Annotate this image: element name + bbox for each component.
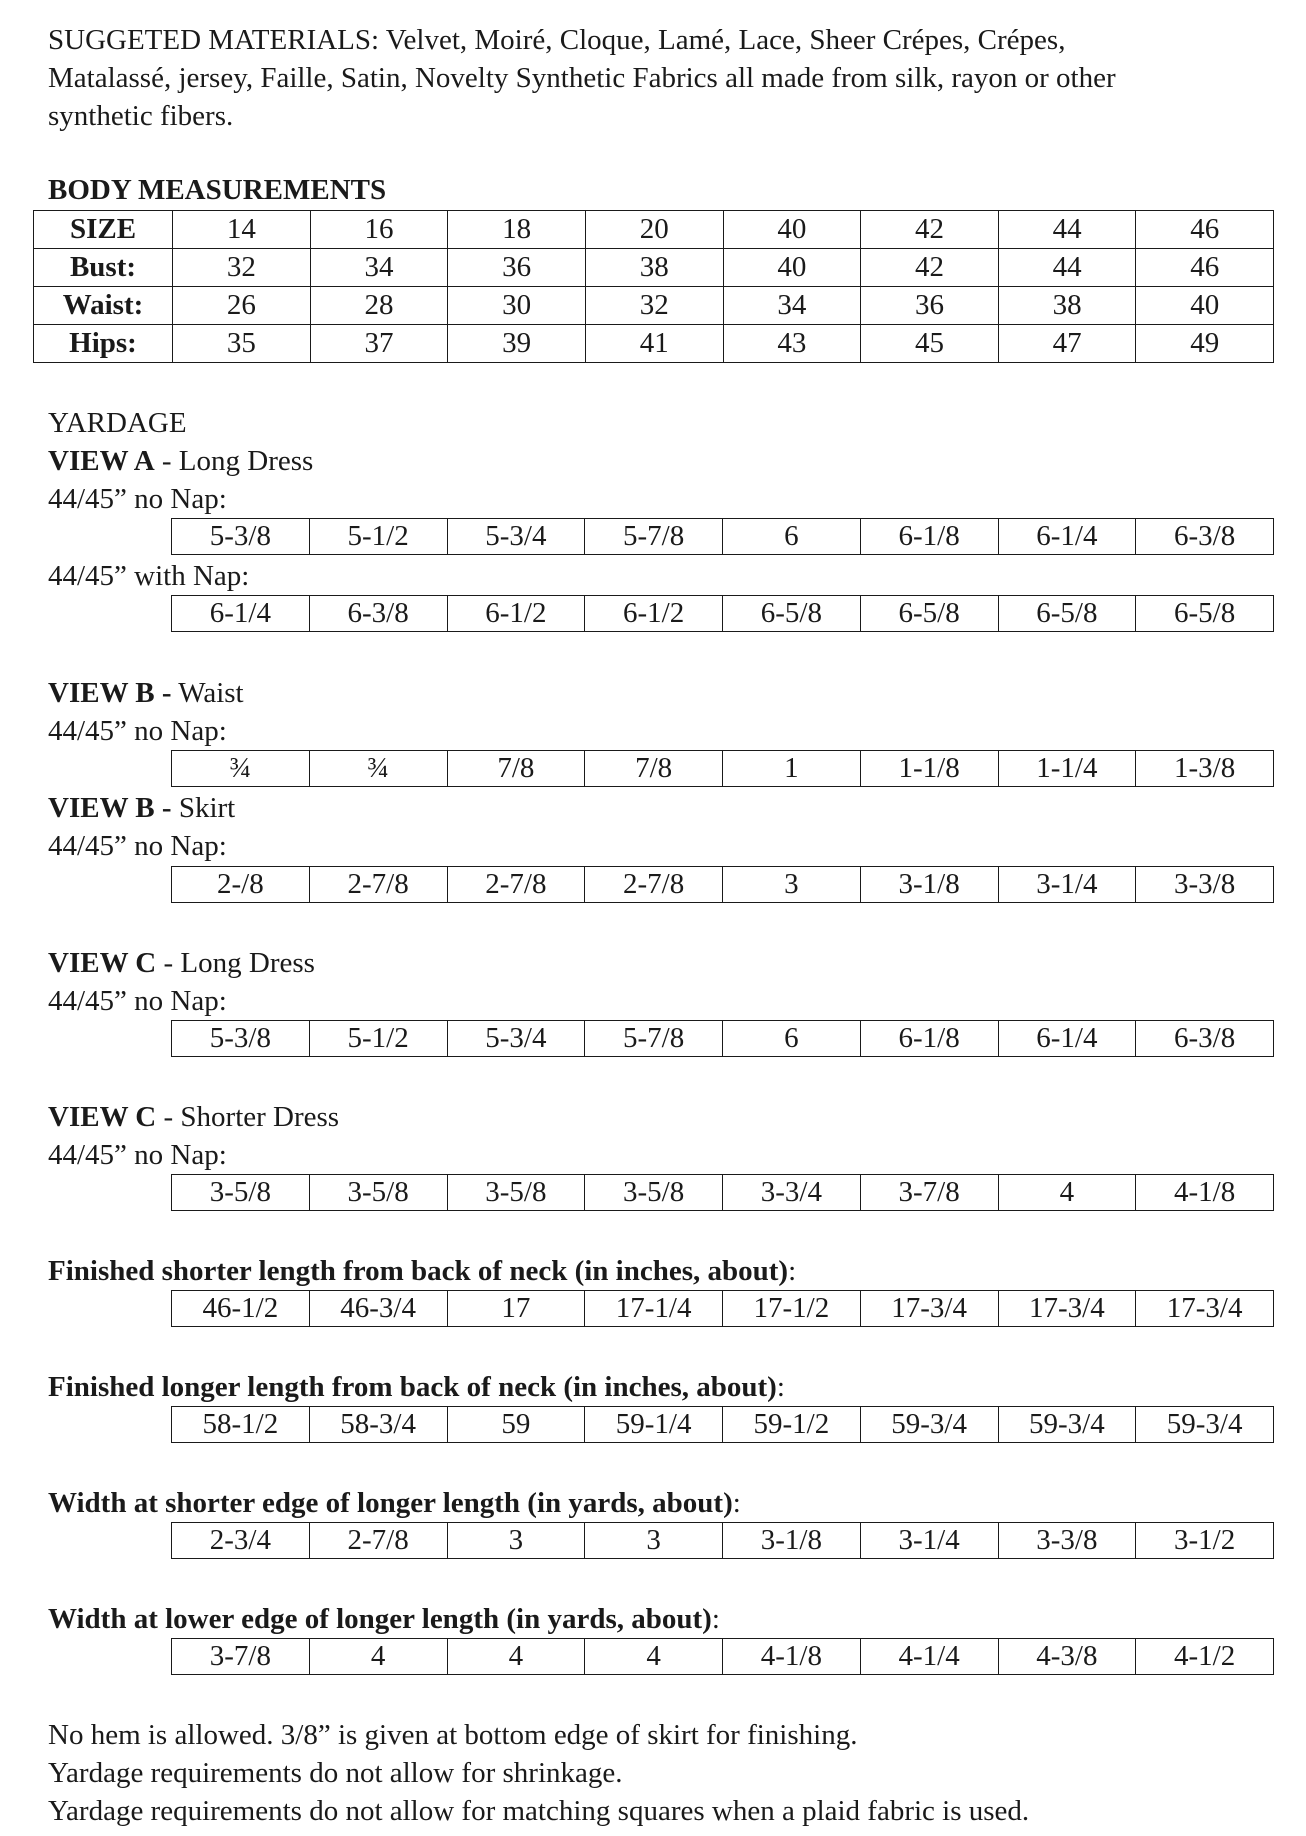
table-cell: 4 — [309, 1639, 447, 1675]
table-cell: 46-1/2 — [172, 1291, 310, 1327]
table-cell: 2-/8 — [172, 867, 310, 903]
table-cell: 5-1/2 — [309, 519, 447, 555]
view-description: - Long Dress — [156, 947, 315, 979]
finished-longer-table — [171, 1406, 1274, 1443]
table-cell: 3-3/8 — [998, 1523, 1136, 1559]
table-cell: 3-7/8 — [860, 1175, 998, 1211]
view-description: Skirt — [171, 792, 236, 824]
table-row — [172, 1407, 1274, 1443]
table-cell: 4 — [998, 1175, 1136, 1211]
table-cell: 5-3/8 — [172, 519, 310, 555]
table-cell: 46-3/4 — [309, 1291, 447, 1327]
view-c-shorter-heading — [48, 1099, 339, 1136]
table-cell: 32 — [173, 249, 311, 287]
table-cell: 3-5/8 — [172, 1175, 310, 1211]
label-colon: : — [732, 1487, 741, 1519]
yardage-heading: YARDAGE — [48, 407, 187, 439]
width-lower-edge-table — [171, 1638, 1274, 1675]
table-cell: 6-1/4 — [998, 1021, 1136, 1057]
table-cell: 49 — [1136, 325, 1274, 363]
table-cell: 32 — [585, 287, 723, 325]
view-a-no-nap-label: 44/45” no Nap: — [48, 483, 227, 515]
body-measurements-heading: BODY MEASUREMENTS — [48, 174, 387, 206]
table-cell: 40 — [723, 211, 861, 249]
finished-shorter-label — [48, 1253, 796, 1290]
table-cell: 4-1/4 — [860, 1639, 998, 1675]
view-b-skirt-heading — [48, 790, 235, 827]
table-cell: 16 — [310, 211, 448, 249]
view-c-long-table — [171, 1020, 1274, 1057]
table-cell: 17-3/4 — [998, 1291, 1136, 1327]
table-cell: 3-1/4 — [860, 1523, 998, 1559]
table-cell: 3-5/8 — [585, 1175, 723, 1211]
table-cell: ¾ — [172, 751, 310, 787]
table-cell: 59-3/4 — [1136, 1407, 1274, 1443]
table-cell: 38 — [998, 287, 1136, 325]
table-cell: 35 — [173, 325, 311, 363]
table-cell: 3-3/4 — [723, 1175, 861, 1211]
table-cell: 6 — [723, 1021, 861, 1057]
table-cell: 28 — [310, 287, 448, 325]
view-description: - Shorter Dress — [156, 1101, 340, 1133]
table-row — [172, 1291, 1274, 1327]
table-cell: 1 — [723, 751, 861, 787]
table-cell: 5-7/8 — [585, 519, 723, 555]
table-cell: 3-1/8 — [860, 867, 998, 903]
table-cell: 2-7/8 — [585, 867, 723, 903]
table-cell: 4-1/2 — [1136, 1639, 1274, 1675]
view-name: VIEW B - — [48, 677, 172, 709]
width-lower-edge-label — [48, 1601, 720, 1638]
table-row — [34, 211, 1274, 249]
table-cell: 3-1/8 — [723, 1523, 861, 1559]
table-cell: 40 — [1136, 287, 1274, 325]
table-cell: 6 — [723, 519, 861, 555]
table-cell: 6-1/2 — [447, 596, 585, 632]
table-cell: 46 — [1136, 249, 1274, 287]
table-cell: 5-3/4 — [447, 1021, 585, 1057]
table-cell: 39 — [448, 325, 586, 363]
table-cell: 30 — [448, 287, 586, 325]
table-cell: 2-3/4 — [172, 1523, 310, 1559]
table-cell: 6-1/4 — [172, 596, 310, 632]
view-c-long-no-nap-label: 44/45” no Nap: — [48, 985, 227, 1017]
table-cell: 6-1/8 — [860, 519, 998, 555]
table-row — [172, 519, 1274, 555]
note-line-1: No hem is allowed. 3/8” is given at bottom edge of skirt for finishing. — [48, 1719, 858, 1751]
table-row — [172, 867, 1274, 903]
table-cell: 44 — [998, 211, 1136, 249]
table-cell: 6-1/4 — [998, 519, 1136, 555]
view-description: - Long Dress — [154, 445, 314, 477]
table-cell: 5-3/8 — [172, 1021, 310, 1057]
table-cell: 34 — [723, 287, 861, 325]
table-cell: 34 — [310, 249, 448, 287]
view-b-waist-no-nap-label: 44/45” no Nap: — [48, 715, 227, 747]
table-cell: 36 — [448, 249, 586, 287]
table-row — [172, 1175, 1274, 1211]
table-cell: 1-1/8 — [860, 751, 998, 787]
width-shorter-edge-table — [171, 1522, 1274, 1559]
table-cell: 2-7/8 — [309, 867, 447, 903]
table-cell: 43 — [723, 325, 861, 363]
table-cell: 45 — [861, 325, 999, 363]
label-colon: : — [788, 1255, 797, 1287]
row-label: SIZE — [34, 211, 173, 249]
table-cell: 6-5/8 — [998, 596, 1136, 632]
finished-longer-label — [48, 1369, 785, 1406]
table-cell: 17-3/4 — [860, 1291, 998, 1327]
table-cell: 3-5/8 — [447, 1175, 585, 1211]
table-cell: 3-1/4 — [998, 867, 1136, 903]
table-cell: ¾ — [309, 751, 447, 787]
note-line-3: Yardage requirements do not allow for matching squares when a plaid fabric is used. — [48, 1795, 1030, 1827]
table-cell: 6-1/2 — [585, 596, 723, 632]
table-cell: 40 — [723, 249, 861, 287]
table-cell: 41 — [585, 325, 723, 363]
view-b-waist-heading — [48, 675, 244, 712]
table-cell: 59 — [447, 1407, 585, 1443]
label-text: Finished longer length from back of neck (in inches, about) — [48, 1371, 777, 1403]
table-row — [34, 249, 1274, 287]
label-colon: : — [711, 1603, 720, 1635]
table-cell: 1-3/8 — [1136, 751, 1274, 787]
table-cell: 3 — [723, 867, 861, 903]
table-row — [172, 1021, 1274, 1057]
table-cell: 5-7/8 — [585, 1021, 723, 1057]
table-cell: 5-3/4 — [447, 519, 585, 555]
view-name: VIEW C — [48, 1101, 157, 1133]
table-cell: 3 — [447, 1523, 585, 1559]
view-b-skirt-table — [171, 866, 1274, 903]
table-cell: 3-7/8 — [172, 1639, 310, 1675]
table-row — [34, 325, 1274, 363]
table-cell: 58-3/4 — [309, 1407, 447, 1443]
width-shorter-edge-label — [48, 1485, 741, 1522]
table-cell: 58-1/2 — [172, 1407, 310, 1443]
materials-line-2: Matalassé, jersey, Faille, Satin, Novelty Synthetic Fabrics all made from silk, rayon or other — [48, 62, 1116, 94]
table-cell: 47 — [998, 325, 1136, 363]
table-cell: 3 — [585, 1523, 723, 1559]
table-row — [172, 596, 1274, 632]
table-cell: 38 — [585, 249, 723, 287]
table-cell: 4-1/8 — [1136, 1175, 1274, 1211]
table-cell: 6-5/8 — [723, 596, 861, 632]
table-cell: 17-3/4 — [1136, 1291, 1274, 1327]
note-line-2: Yardage requirements do not allow for shrinkage. — [48, 1757, 623, 1789]
table-cell: 1-1/4 — [998, 751, 1136, 787]
view-name: VIEW B - — [48, 792, 172, 824]
table-cell: 6-1/8 — [860, 1021, 998, 1057]
view-c-long-heading — [48, 945, 315, 982]
table-cell: 46 — [1136, 211, 1274, 249]
view-c-shorter-no-nap-label: 44/45” no Nap: — [48, 1139, 227, 1171]
label-text: Finished shorter length from back of neck (in inches, about) — [48, 1255, 789, 1287]
table-cell: 20 — [585, 211, 723, 249]
table-cell: 6-5/8 — [1136, 596, 1274, 632]
table-cell: 3-5/8 — [309, 1175, 447, 1211]
table-cell: 17-1/2 — [723, 1291, 861, 1327]
row-label: Hips: — [34, 325, 173, 363]
table-row — [172, 1523, 1274, 1559]
table-cell: 3-1/2 — [1136, 1523, 1274, 1559]
view-c-shorter-table — [171, 1174, 1274, 1211]
label-text: Width at lower edge of longer length (in yards, about) — [48, 1603, 712, 1635]
table-cell: 4 — [585, 1639, 723, 1675]
table-cell: 59-1/4 — [585, 1407, 723, 1443]
view-name: VIEW C — [48, 947, 157, 979]
table-cell: 2-7/8 — [447, 867, 585, 903]
label-text: Width at shorter edge of longer length (in yards, about) — [48, 1487, 733, 1519]
table-row — [172, 751, 1274, 787]
table-cell: 2-7/8 — [309, 1523, 447, 1559]
table-cell: 42 — [861, 249, 999, 287]
table-cell: 17-1/4 — [585, 1291, 723, 1327]
table-cell: 44 — [998, 249, 1136, 287]
view-name: VIEW A — [48, 445, 155, 477]
table-cell: 7/8 — [585, 751, 723, 787]
view-a-with-nap-table — [171, 595, 1274, 632]
table-cell: 6-3/8 — [1136, 519, 1274, 555]
table-row — [34, 287, 1274, 325]
finished-shorter-table — [171, 1290, 1274, 1327]
table-cell: 42 — [861, 211, 999, 249]
table-cell: 6-3/8 — [1136, 1021, 1274, 1057]
table-cell: 4-1/8 — [723, 1639, 861, 1675]
table-cell: 59-3/4 — [998, 1407, 1136, 1443]
table-cell: 6-5/8 — [860, 596, 998, 632]
table-cell: 4-3/8 — [998, 1639, 1136, 1675]
row-label: Waist: — [34, 287, 173, 325]
materials-line-1: SUGGETED MATERIALS: Velvet, Moiré, Cloque, Lamé, Lace, Sheer Crépes, Crépes, — [48, 24, 1066, 56]
table-row — [172, 1639, 1274, 1675]
table-cell: 4 — [447, 1639, 585, 1675]
table-cell: 36 — [861, 287, 999, 325]
table-cell: 17 — [447, 1291, 585, 1327]
table-cell: 14 — [173, 211, 311, 249]
table-cell: 18 — [448, 211, 586, 249]
table-cell: 3-3/8 — [1136, 867, 1274, 903]
view-a-heading — [48, 443, 313, 480]
view-a-with-nap-label: 44/45” with Nap: — [48, 560, 250, 592]
body-measurements-table — [33, 210, 1274, 363]
materials-line-3: synthetic fibers. — [48, 100, 234, 132]
row-label: Bust: — [34, 249, 173, 287]
view-a-no-nap-table — [171, 518, 1274, 555]
table-cell: 6-3/8 — [309, 596, 447, 632]
table-cell: 26 — [173, 287, 311, 325]
table-cell: 5-1/2 — [309, 1021, 447, 1057]
table-cell: 7/8 — [447, 751, 585, 787]
view-description: Waist — [171, 677, 244, 709]
table-cell: 59-3/4 — [860, 1407, 998, 1443]
table-cell: 59-1/2 — [723, 1407, 861, 1443]
label-colon: : — [776, 1371, 785, 1403]
view-b-skirt-no-nap-label: 44/45” no Nap: — [48, 830, 227, 862]
table-cell: 37 — [310, 325, 448, 363]
view-b-waist-table — [171, 750, 1274, 787]
